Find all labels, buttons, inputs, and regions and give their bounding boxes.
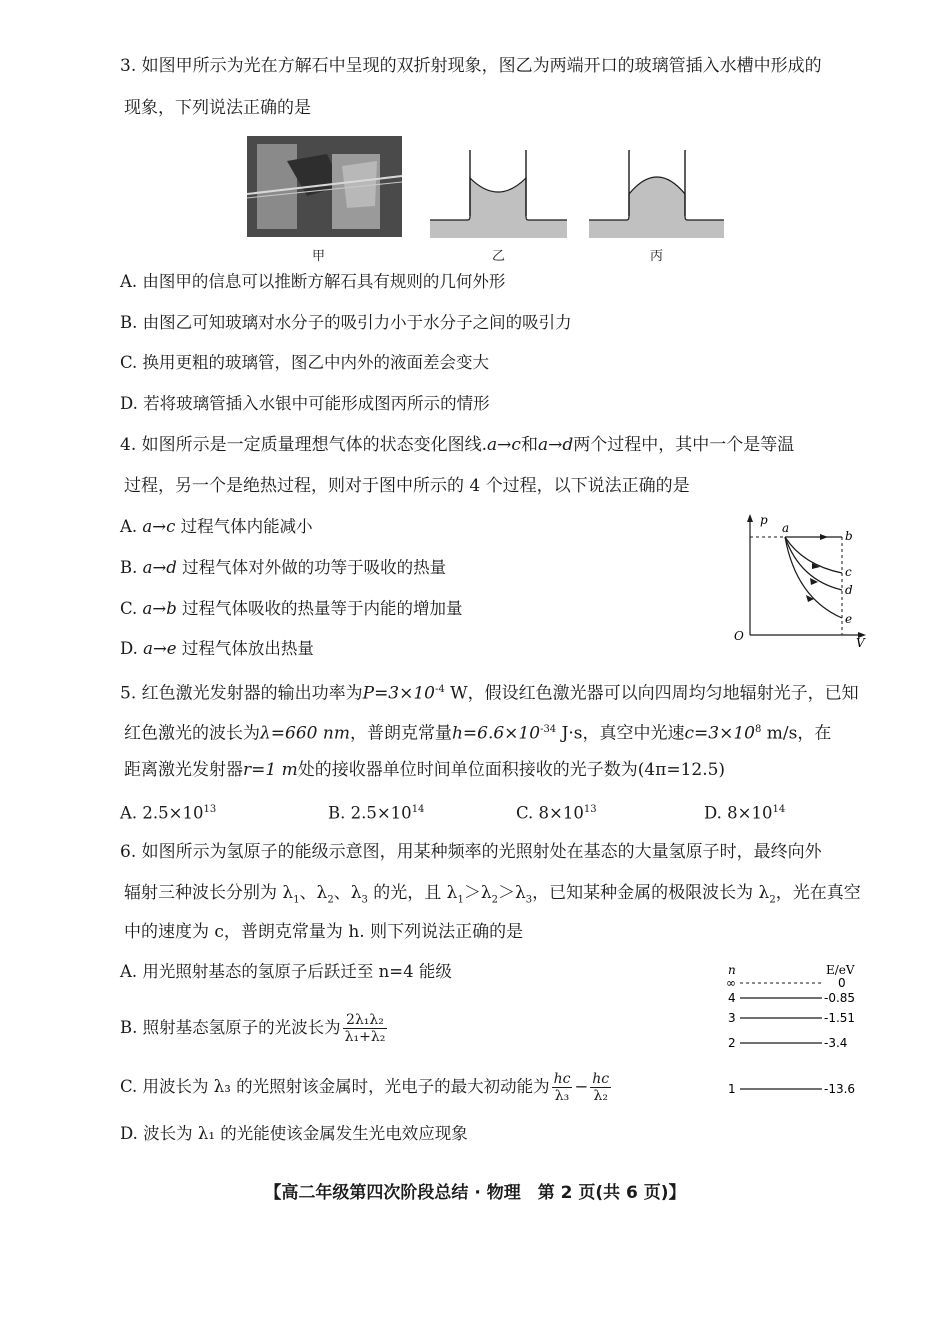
graph-label-d: d [845,583,853,597]
q4-option-b[interactable]: B. a→d 过程气体对外做的功等于吸收的热量 [120,558,447,577]
q6-option-b[interactable]: B. 照射基态氢原子的光波长为 $\frac{\text{2λ₁λ₂}}{\text{λ₁+λ₂}}$ [120,1012,386,1045]
q6-option-a[interactable]: A. 用光照射基态的氢原子后跃迁至 n=4 能级 [120,962,452,981]
caption-jia: 甲 [312,249,326,264]
q3-stem-line1: 3. 如图甲所示为光在方解石中呈现的双折射现象，图乙为两端开口的玻璃管插入水槽中形成的 [120,56,822,76]
level-e-1: -13.6 [824,1082,856,1096]
q6-option-c[interactable]: C. 用波长为 λ₃ 的光照射该金属时，光电子的最大初动能为 $\frac{hc}{\text{λ₃}}$ − $\frac{hc}{\text{λ₂}}$ [120,1071,610,1104]
level-n-3: 3 [728,1011,736,1025]
tube-convex-figure [589,150,724,238]
calcite-photo-figure [247,136,402,237]
pv-graph-figure [728,510,868,650]
graph-label-p: p [760,513,768,527]
q3-option-a[interactable]: A. 由图甲的信息可以推断方解石具有规则的几何外形 [120,272,506,291]
q4-stem-line2: 过程，另一个是绝热过程，则对于图中所示的 4 个过程，以下说法正确的是 [124,476,690,496]
q5-option-c[interactable]: C. $8\times 10^{13}$ [516,803,597,823]
page-footer: 【高二年级第四次阶段总结 · 物理 第 2 页(共 6 页)】 [264,1183,686,1203]
diagram-e-label: E/eV [826,963,855,977]
q3-stem-line2: 现象，下列说法正确的是 [124,98,311,118]
fraction-c2: $\frac{hc}{\text{λ₂}}$ [592,1071,610,1104]
graph-label-a: a [782,521,790,535]
q4-stem-line1: 4. 如图所示是一定质量理想气体的状态变化图线.a→c和a→d两个过程中，其中一个是等温 [120,435,795,455]
level-e-inf: 0 [838,976,846,990]
energy-level-diagram [722,958,872,1098]
q3-option-c[interactable]: C. 换用更粗的玻璃管，图乙中内外的液面差会变大 [120,353,490,372]
q4-option-a[interactable]: A. a→c 过程气体内能减小 [120,517,313,536]
q4-option-c[interactable]: C. a→b 过程气体吸收的热量等于内能的增加量 [120,599,463,618]
q5-option-a[interactable]: A. $2.5\times 10^{13}$ [120,803,217,823]
q6-stem-line2: 辐射三种波长分别为 $\lambda_1$、$\lambda_2$、$\lambda_3$ 的光，且 $\lambda_1>\lambda_2>\lambda_3$，已知某种金属的极限波长为 $\lambda_2$，光在真空 [124,883,861,906]
q5-stem-line3: 距离激光发射器r=1 m处的接收器单位时间单位面积接收的光子数为(4π=12.5) [124,760,726,780]
q4-option-d[interactable]: D. a→e 过程气体放出热量 [120,639,314,658]
graph-label-o: O [734,629,744,643]
fraction-b: $\frac{\text{2λ₁λ₂}}{\text{λ₁+λ₂}}$ [344,1012,386,1045]
q6-stem-line3: 中的速度为 c，普朗克常量为 h. 则下列说法正确的是 [124,922,524,942]
q5-option-d[interactable]: D. $8\times 10^{14}$ [704,803,786,823]
graph-label-c: c [845,565,852,579]
q6-option-d[interactable]: D. 波长为 λ₁ 的光能使该金属发生光电效应现象 [120,1124,468,1143]
graph-label-e: e [845,612,853,626]
level-e-3: -1.51 [824,1011,856,1025]
diagram-n-label: n [728,963,736,977]
q5-option-b[interactable]: B. $2.5\times 10^{14}$ [328,803,425,823]
tube-concave-figure [430,150,567,238]
graph-label-v: V [856,636,865,650]
level-n-inf: ∞ [726,976,736,990]
q3-option-d[interactable]: D. 若将玻璃管插入水银中可能形成图丙所示的情形 [120,394,490,413]
caption-yi: 乙 [492,249,506,264]
level-n-4: 4 [728,991,736,1005]
q6-stem-line1: 6. 如图所示为氢原子的能级示意图，用某种频率的光照射处在基态的大量氢原子时，最终向外 [120,842,822,862]
q5-stem-line1: 5. 红色激光发射器的输出功率为$P=3\times 10^{-4}$ W，假设红色激光器可以向四周均匀地辐射光子，已知 [120,683,859,704]
q3-option-b[interactable]: B. 由图乙可知玻璃对水分子的吸引力小于水分子之间的吸引力 [120,313,572,332]
graph-label-b: b [845,529,853,543]
level-e-2: -3.4 [824,1036,848,1050]
level-e-4: -0.85 [824,991,856,1005]
q5-stem-line2: 红色激光的波长为λ=660 nm，普朗克常量$h=6.6\times 10^{-34}$ J·s，真空中光速$c=3\times 10^8$ m/s，在 [124,723,832,744]
level-n-1: 1 [728,1082,736,1096]
fraction-c1: $\frac{hc}{\text{λ₃}}$ [553,1071,571,1104]
caption-bing: 丙 [650,249,664,264]
level-n-2: 2 [728,1036,736,1050]
